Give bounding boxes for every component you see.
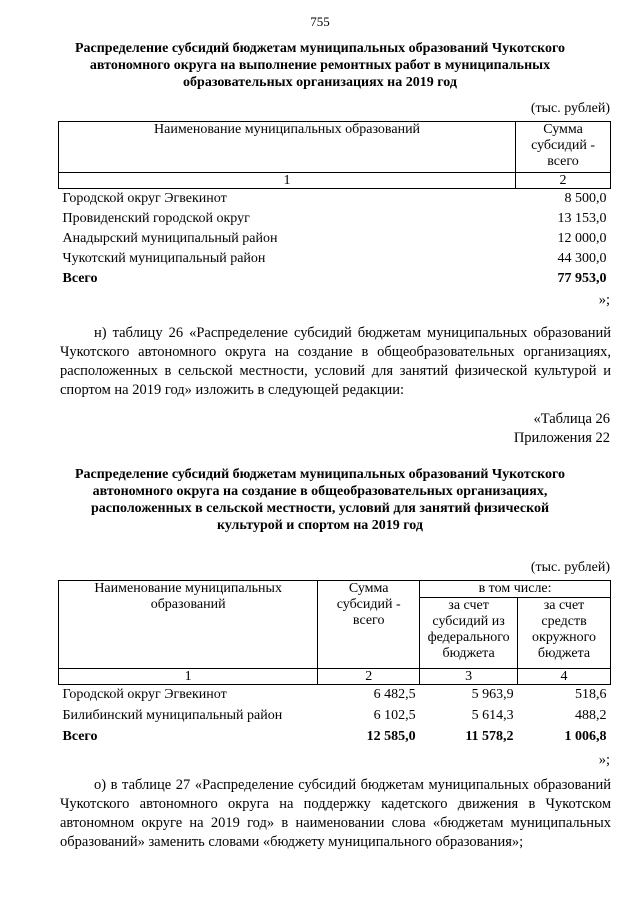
table2-header-total: Сумма субсидий - всего <box>318 581 420 669</box>
row-district: 518,6 <box>575 687 607 702</box>
total-row <box>59 727 611 746</box>
paragraph-o <box>60 776 611 852</box>
table2-units: (тыс. рублей) <box>530 560 610 575</box>
total-value: 12 585,0 <box>366 728 416 744</box>
total-row <box>59 269 611 288</box>
table-row <box>59 685 611 706</box>
table-ref-line1: «Таблица 26 <box>533 411 610 427</box>
row-name: Городской округ Эгвекинот <box>62 191 227 206</box>
table-row <box>59 209 611 229</box>
table1-colnum: 1 <box>59 173 516 189</box>
total-federal: 11 578,2 <box>465 728 514 744</box>
total-district: 1 006,8 <box>564 728 607 744</box>
page-number: 755 <box>310 14 330 29</box>
total-value: 77 953,0 <box>557 270 607 286</box>
row-name: Билибинский муниципальный район <box>62 707 283 723</box>
table2-header-district: за счет средств окружного бюджета <box>518 598 611 669</box>
table-row <box>59 189 611 209</box>
row-total: 6 102,5 <box>373 707 416 723</box>
table1-colnum: 2 <box>516 173 611 189</box>
table2-colnum: 2 <box>318 669 420 685</box>
paragraph-n <box>60 324 611 400</box>
row-federal: 5 614,3 <box>471 707 514 723</box>
table2-closing-quote: »; <box>598 752 610 768</box>
table1 <box>58 121 611 288</box>
row-total: 44 300,0 <box>557 250 607 266</box>
row-total: 8 500,0 <box>564 191 607 206</box>
table2-colnum: 3 <box>420 669 518 685</box>
table-row <box>59 249 611 269</box>
row-district: 488,2 <box>575 707 607 723</box>
total-label: Всего <box>62 270 98 286</box>
row-federal: 5 963,9 <box>471 687 514 702</box>
table-ref-line2: Приложения 22 <box>513 430 610 446</box>
table1-header-name: Наименование муниципальных образований <box>59 122 516 173</box>
table1-units: (тыс. рублей) <box>530 101 610 116</box>
table2-header-federal: за счет субсидий из федерального бюджета <box>420 598 518 669</box>
row-total: 6 482,5 <box>373 687 416 702</box>
table2-colnum: 4 <box>518 669 611 685</box>
paragraph-o-text: о) в таблице 27 «Распределение субсидий бюджетам муниципальных образований Чукотского автономного округа на поддержку кадетского движения в Чукотском автономном округе на 2019 год» в наименовании слова «бюджетам муниципальных образований» заменить словами «бюджету муниципального образования»; <box>60 777 611 850</box>
table2 <box>58 580 611 746</box>
table2-header-name: Наименование муниципальных образований <box>59 581 318 669</box>
table-row <box>59 229 611 249</box>
row-name: Провиденский городской округ <box>62 210 250 226</box>
row-name: Чукотский муниципальный район <box>62 250 266 266</box>
table2-colnum: 1 <box>59 669 318 685</box>
table-row <box>59 706 611 727</box>
row-total: 12 000,0 <box>557 230 607 246</box>
table1-title: Распределение субсидий бюджетам муниципальных образований Чукотского автономного округа на выполнение ремонтных работ в муниципальных образовательных организациях на 2019 год <box>74 41 566 90</box>
total-label: Всего <box>62 728 98 744</box>
row-name: Городской округ Эгвекинот <box>62 687 227 702</box>
paragraph-n-text: н) таблицу 26 «Распределение субсидий бюджетам муниципальных образований Чукотского автономного округа на создание в общеобразовательных организациях, расположенных в сельской местности, условий для занятий физической культурой и спортом на 2019 год» изложить в следующей редакции: <box>60 325 611 398</box>
row-total: 13 153,0 <box>557 210 607 226</box>
table2-title: Распределение субсидий бюджетам муниципальных образований Чукотского автономного округа на создание в общеобразовательных организациях, расположенных в сельской местности, условий для занятий физической культурой и спортом на 2019 год <box>74 467 566 533</box>
row-name: Анадырский муниципальный район <box>62 230 278 246</box>
table2-header-including: в том числе: <box>420 581 611 598</box>
table1-closing-quote: »; <box>598 292 610 308</box>
table1-header-total: Сумма субсидий - всего <box>516 122 611 173</box>
